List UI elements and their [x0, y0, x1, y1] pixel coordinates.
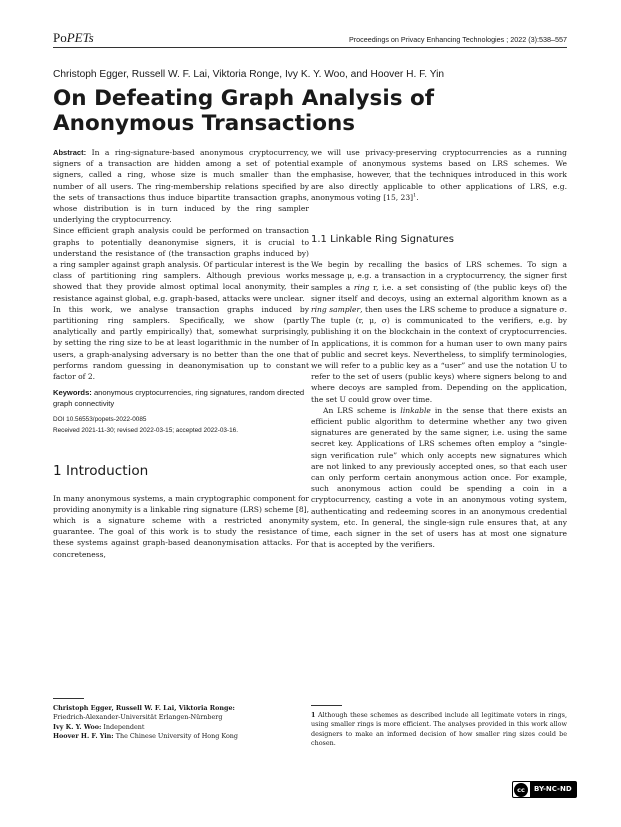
intro-continuation: we will use privacy-preserving cryptocurrencies as a running example of anonymous systems based on LRS schemes. We emphasise, however, that the techniques introduced in this work are also directly applicable to other applications of LRS, e.g. anonymous voting [15, 23]$^1$.	[311, 148, 567, 202]
affiliation-2: Ivy K. Y. Woo: Independent	[53, 722, 145, 731]
license-label: BY-NC-ND	[530, 782, 576, 797]
abstract-p2: Since efficient graph analysis could be performed on transaction graphs to potentially deanonymise signers, it is crucial to understand the resistance of (the transaction graphs induced by) a ring sampler against graph analysis. Of particular interest is the class of partitioning ring samplers. Although previous works showed that they provide almost optimal local anonymity, their resistance against global, e.g. graph-based, attacks were unclear.	[53, 226, 309, 303]
abstract-label: Abstract:	[53, 148, 87, 157]
right-column	[311, 147, 567, 551]
lrs-paragraph-1: We begin by recalling the basics of LRS schemes. To sign a message μ, e.g. a transaction in a cryptocurrency, the signer first samples a ring r, i.e. a set consisting of (the public keys of) the signer itself and decoys, using an external algorithm known as a ring sampler, then uses the LRS scheme to produce a signature σ. The tuple (r, μ, σ) is communicated to the verifiers, e.g. by publishing it on the blockchain in the context of cryptocurrencies. In applications, it is common for a human user to own many pairs of public and secret keys. Nevertheless, to simplify terminologies, we will refer to a public key as a “user” and use the notation U to refer to the set of users (public keys) where signers belong to and where decoys are sampled from. Depending on the application, the set U could grow over time.	[311, 260, 567, 404]
footnote-marker: 1	[413, 192, 417, 199]
paper-title: On Defeating Graph Analysis of Anonymous Transactions	[53, 86, 435, 136]
affiliation-rule	[53, 698, 84, 699]
subsection-lrs-heading: 1.1 Linkable Ring Signatures	[311, 234, 455, 246]
section-introduction-heading: 1 Introduction	[53, 463, 149, 480]
affiliations	[53, 704, 309, 742]
footnote: 1 Although these schemes as described include all legitimate voters in rings, using smaller rings is more efficient. The analyses provided in this work allow designers to make an informed decision of how smaller ring sizes could be chosen.	[311, 711, 567, 748]
intro-paragraph: In many anonymous systems, a main cryptographic component for providing anonymity is a linkable ring signature (LRS) scheme [8], which is a signature scheme with a restricted anonymity guarantee. The goal of this work is to study the resistance of these systems against graph-based deanonymisation attacks. For concreteness,	[53, 493, 309, 559]
lrs-paragraph-2: An LRS scheme is linkable in the sense that there exists an efficient public algorithm to determine whether any two given signatures are generated by the same signer, i.e. using the same secret key. Applications of LRS schemes often employ a “single-sign verification rule” which only accepts new signatures which are not linked to any previously accepted ones, so that each user can only perform certain anonymous action once. For example, such anonymous action could be spending a coin in a cryptocurrency, casting a vote in an anonymous voting system, authenticating and redeeming scores in an anonymous credential system, etc. In general, the single-sign rule ensures that, at any time, each signer in the set of users has at most one signature that is accepted by the verifiers.	[311, 405, 567, 550]
footnote-number: 1	[311, 711, 316, 719]
header-rule	[53, 47, 567, 48]
journal-name: PoPETs	[53, 30, 94, 45]
proceedings-citation: Proceedings on Privacy Enhancing Technologies ; 2022 (3):538–557	[348, 35, 567, 44]
footnote-rule	[311, 705, 342, 706]
affiliation-3: Hoover H. F. Yin: The Chinese University of Hong Kong	[53, 732, 239, 741]
received-dates: Received 2021-11-30; revised 2022-03-15; accepted 2022-03-16.	[53, 426, 238, 434]
abstract-p3: In this work, we analyse transaction graphs induced by partitioning ring samplers. Specifically, we show (partly analytically and partly empirically) that, somewhat surprisingly, by setting the ring size to be at least logarithmic in the number of users, a graph-analysing adversary is no better than the one that performs random guessing in deanonymisation up to constant factor of 2.	[53, 304, 309, 382]
affiliation-1: Christoph Egger, Russell W. F. Lai, Viktoria Ronge: Friedrich-Alexander-Universität Erlangen-Nürnberg	[53, 704, 235, 722]
keywords: Keywords: anonymous cryptocurrencies, ring signatures, random directed graph connectivity	[53, 388, 305, 409]
running-header	[53, 30, 567, 46]
abstract-p1: Abstract: In a ring-signature-based anonymous cryptocurrency, signers of a transaction are hidden among a set of potential signers, called a ring, whose size is much smaller than the number of all users. The ring-membership relations specified by the sets of transactions thus induce bipartite transaction graphs, whose distribution is in turn induced by the ring sampler underlying the cryptocurrency.	[53, 148, 309, 225]
left-column	[53, 147, 309, 560]
author-list: Christoph Egger, Russell W. F. Lai, Viktoria Ronge, Ivy K. Y. Woo, and Hoover H. F. Yin	[53, 69, 445, 80]
cc-icon: cc	[514, 783, 528, 797]
doi: DOI 10.56553/popets-2022-0085	[53, 416, 147, 424]
cc-license-badge	[512, 781, 577, 798]
